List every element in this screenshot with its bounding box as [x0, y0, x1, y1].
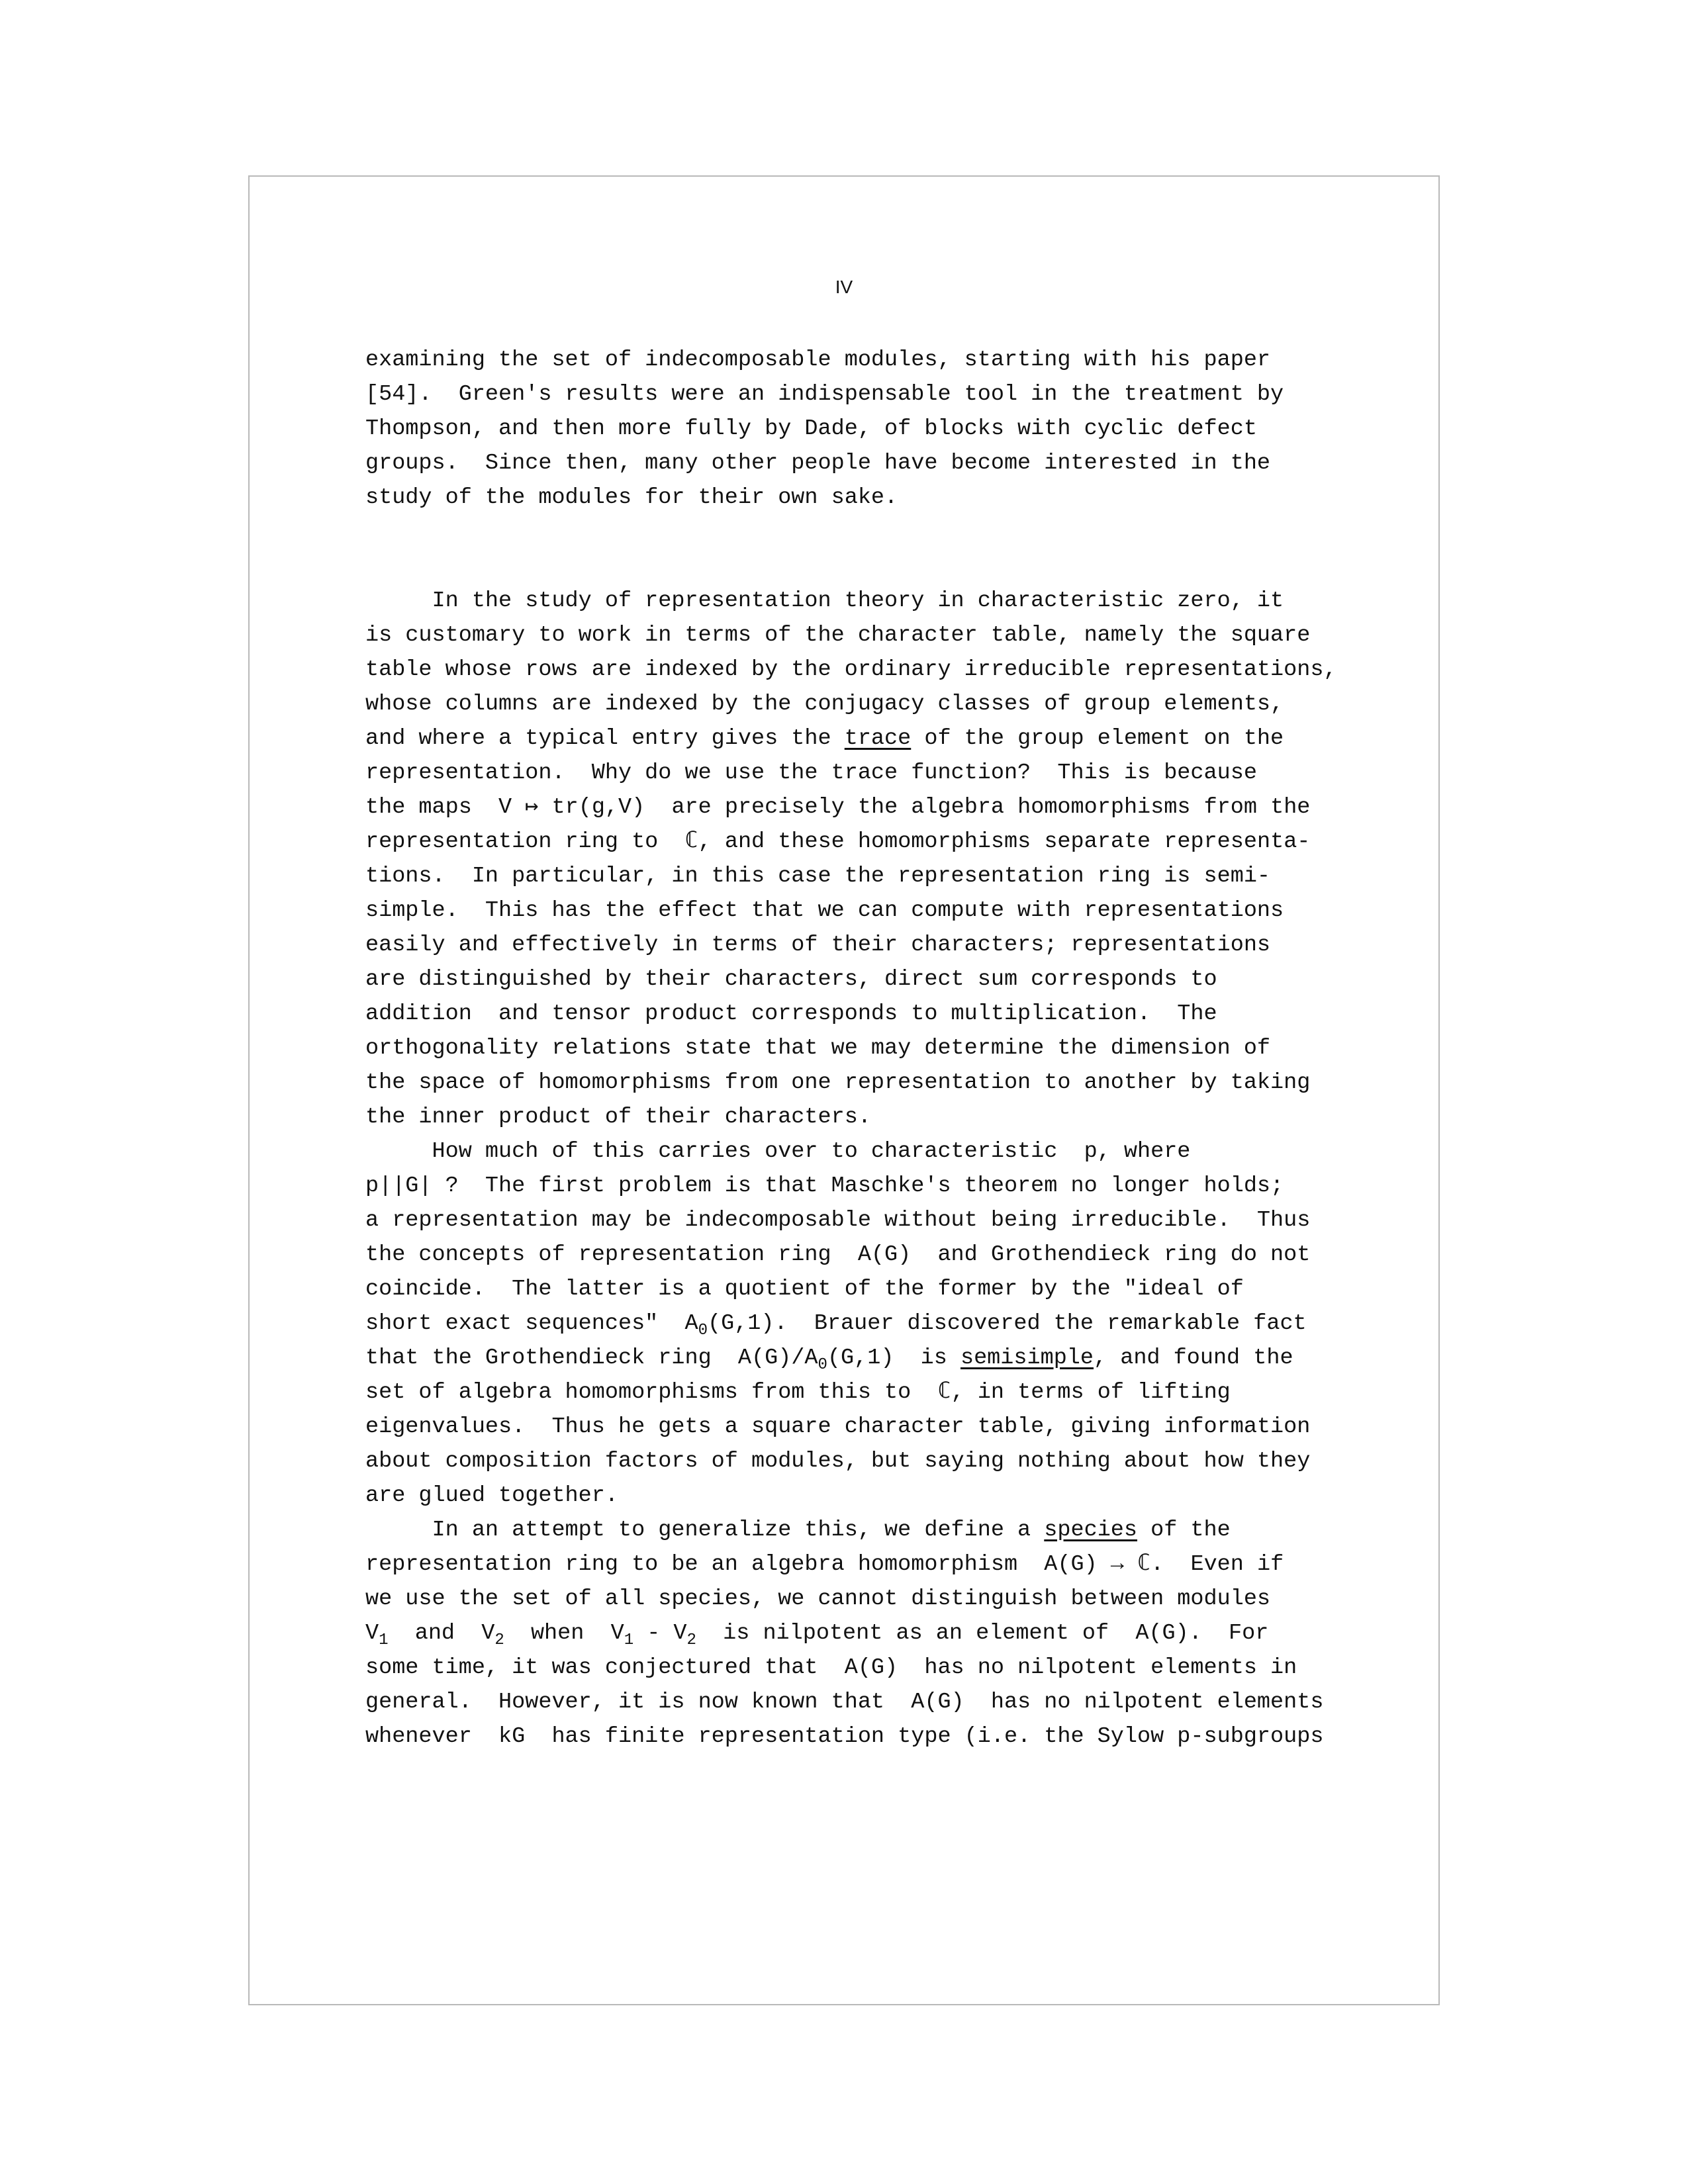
paragraph-line: [365, 1616, 1398, 1651]
subscript: 0: [698, 1322, 708, 1340]
paragraph-line: we use the set of all species, we cannot distinguish between modules: [365, 1586, 1271, 1612]
text-run: and where a typical entry gives the: [365, 726, 845, 751]
subscript: 2: [494, 1631, 504, 1649]
text-run: In an attempt to generalize this, we define a: [365, 1518, 1045, 1543]
paragraph-line: coincide. The latter is a quotient of the former by the "ideal of: [365, 1277, 1244, 1302]
paragraph-line: is customary to work in terms of the character table, namely the square: [365, 623, 1311, 648]
paragraph-3: [365, 1134, 1398, 1513]
paragraph-line: the maps V ↦ tr(g,V) are precisely the algebra homomorphisms from the: [365, 795, 1311, 820]
paragraph-2: [365, 584, 1398, 1134]
paragraph-line: [365, 1341, 1398, 1375]
paragraph-line: the concepts of representation ring A(G) and Grothendieck ring do not: [365, 1242, 1311, 1267]
paragraph-line: the inner product of their characters.: [365, 1105, 871, 1130]
text-run: when V: [504, 1621, 624, 1646]
paragraph-line: simple. This has the effect that we can compute with representations: [365, 898, 1284, 923]
paragraph-line: easily and effectively in terms of their characters; representations: [365, 933, 1271, 958]
paragraph-line: How much of this carries over to characteristic p, where: [365, 1139, 1191, 1164]
page-number: IV: [835, 277, 853, 297]
paragraph-line: set of algebra homomorphisms from this to ℂ, in terms of lifting: [365, 1380, 1231, 1405]
text-run: (G,1). Brauer discovered the remarkable fact: [708, 1311, 1307, 1336]
paragraph-line: [365, 1513, 1398, 1547]
text-run: is nilpotent as an element of A(G). For: [696, 1621, 1269, 1646]
text-run: and V: [388, 1621, 495, 1646]
paragraph-line: are glued together.: [365, 1483, 618, 1508]
text-run: short exact sequences" A: [365, 1311, 698, 1336]
paragraph-line: representation. Why do we use the trace function? This is because: [365, 760, 1257, 786]
underlined-term-trace: trace: [844, 726, 912, 751]
text-run: , and found the: [1094, 1345, 1293, 1371]
paragraph-line: whenever kG has finite representation type (i.e. the Sylow p-subgroups: [365, 1724, 1324, 1749]
paragraph-line: groups. Since then, many other people have become interested in the: [365, 451, 1271, 476]
paragraph-line: eigenvalues. Thus he gets a square character table, giving information: [365, 1414, 1311, 1439]
text-run: of the: [1137, 1518, 1231, 1543]
paragraph-line: [365, 1306, 1398, 1341]
paragraph-line: a representation may be indecomposable without being irreducible. Thus: [365, 1208, 1311, 1233]
underlined-term-semisimple: semisimple: [960, 1345, 1094, 1371]
subscript: 1: [379, 1631, 389, 1649]
underlined-term-species: species: [1044, 1518, 1138, 1543]
paragraph-line: Thompson, and then more fully by Dade, of blocks with cyclic defect: [365, 416, 1257, 441]
paragraph-line: p||G| ? The first problem is that Maschke's theorem no longer holds;: [365, 1173, 1284, 1199]
paragraph-line: [365, 721, 1398, 756]
paragraph-line: In the study of representation theory in characteristic zero, it: [365, 588, 1284, 614]
paragraph-line: some time, it was conjectured that A(G) has no nilpotent elements in: [365, 1655, 1297, 1680]
paragraph-4: [365, 1513, 1398, 1754]
paragraph-line: whose columns are indexed by the conjugacy classes of group elements,: [365, 692, 1284, 717]
text-run: of the group element on the: [911, 726, 1284, 751]
text-run: - V: [633, 1621, 687, 1646]
paragraph-line: about composition factors of modules, but saying nothing about how they: [365, 1449, 1311, 1474]
paragraph-1: [365, 343, 1398, 515]
paragraph-line: table whose rows are indexed by the ordinary irreducible representations,: [365, 657, 1337, 682]
paragraph-line: addition and tensor product corresponds to multiplication. The: [365, 1001, 1217, 1026]
text-run: that the Grothendieck ring A(G)/A: [365, 1345, 818, 1371]
paragraph-line: orthogonality relations state that we may determine the dimension of: [365, 1036, 1271, 1061]
paragraph-line: general. However, it is now known that A(G) has no nilpotent elements: [365, 1690, 1324, 1715]
paragraph-line: study of the modules for their own sake.: [365, 485, 898, 510]
paragraph-line: tions. In particular, in this case the representation ring is semi-: [365, 864, 1271, 889]
paragraph-line: are distinguished by their characters, direct sum corresponds to: [365, 967, 1217, 992]
paragraph-line: representation ring to ℂ, and these homomorphisms separate representa-: [365, 829, 1311, 854]
paragraph-line: representation ring to be an algebra homomorphism A(G) → ℂ. Even if: [365, 1552, 1284, 1577]
paragraph-line: the space of homomorphisms from one representation to another by taking: [365, 1070, 1311, 1095]
text-run: (G,1) is: [827, 1345, 961, 1371]
paragraph-line: [54]. Green's results were an indispensable tool in the treatment by: [365, 382, 1284, 407]
subscript: 2: [686, 1631, 696, 1649]
subscript: 1: [624, 1631, 634, 1649]
paragraph-line: examining the set of indecomposable modules, starting with his paper: [365, 347, 1271, 373]
text-run: V: [365, 1621, 379, 1646]
subscript: 0: [818, 1356, 827, 1374]
